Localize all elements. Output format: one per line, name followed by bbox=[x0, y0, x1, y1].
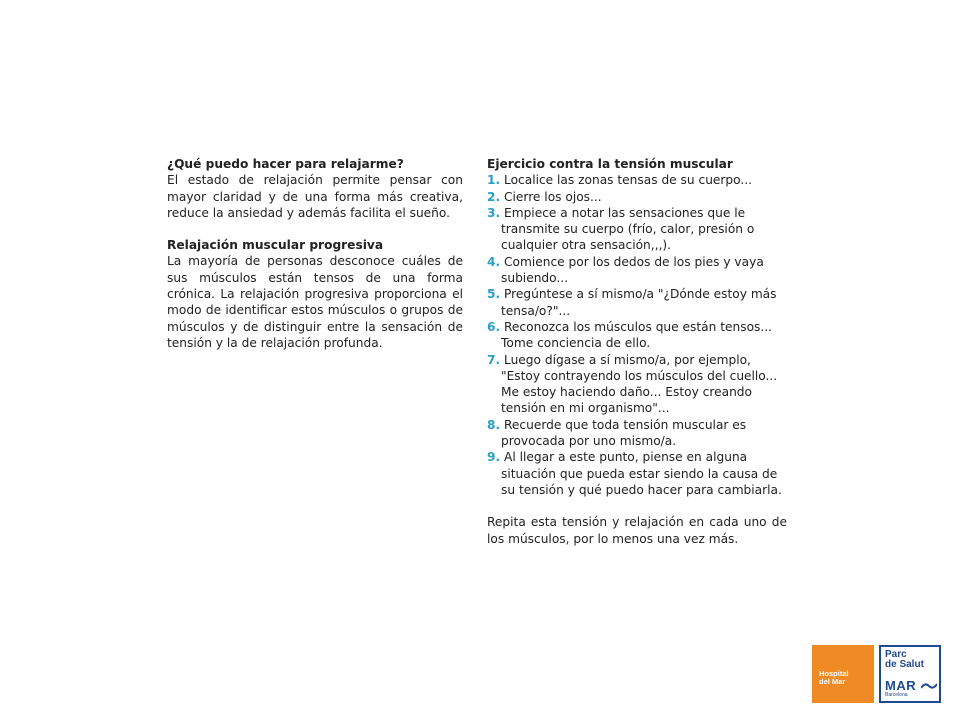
parc-logo-text bbox=[885, 650, 924, 669]
relax-heading: ¿Qué puedo hacer para relajarme? bbox=[167, 157, 404, 171]
exercise-step bbox=[487, 172, 787, 188]
exercise-step bbox=[487, 189, 787, 205]
closing-paragraph: Repita esta tensión y relajación en cada uno de los músculos, por lo menos una vez más. bbox=[487, 515, 787, 546]
step-text: Comience por los dedos de los pies y vaya subiendo... bbox=[501, 254, 764, 286]
step-text: Al llegar a este punto, piense en alguna situación que pueda estar siendo la causa de su tensión y qué puedo hacer para cambiarla. bbox=[501, 450, 782, 497]
exercise-step bbox=[487, 205, 787, 254]
step-number: 1. bbox=[487, 173, 501, 188]
relax-paragraph: El estado de relajación permite pensar con mayor claridad y de una forma más creativa, reduce la ansiedad y además facilita el sueño. bbox=[167, 173, 463, 220]
parc-logo-mar: MAR bbox=[885, 678, 917, 693]
exercise-step bbox=[487, 449, 787, 498]
footer-logos bbox=[812, 645, 941, 703]
spacer bbox=[167, 221, 463, 237]
wave-icon bbox=[921, 682, 937, 690]
step-number: 3. bbox=[487, 205, 501, 220]
step-number: 5. bbox=[487, 287, 501, 302]
step-text: Recuerde que toda tensión muscular es provocada por uno mismo/a. bbox=[501, 417, 747, 449]
step-text: Luego dígase a sí mismo/a, por ejemplo, "Estoy contrayendo los músculos del cuello... Me estoy haciendo daño... Estoy creando tensión en mi organismo"... bbox=[501, 352, 778, 416]
step-number: 7. bbox=[487, 352, 501, 367]
step-number: 9. bbox=[487, 450, 501, 465]
step-text: Empiece a notar las sensaciones que le transmite su cuerpo (frío, calor, presión o cualquier otra sensación,,,). bbox=[501, 205, 755, 253]
step-text: Pregúntese a sí mismo/a "¿Dónde estoy más tensa/o?"... bbox=[501, 287, 777, 318]
hospital-logo-line1: Hospital bbox=[819, 669, 849, 678]
parc-logo-inner bbox=[881, 647, 939, 701]
right-column bbox=[487, 156, 787, 547]
exercise-steps bbox=[487, 172, 787, 498]
progressive-paragraph: La mayoría de personas desconoce cuáles de sus músculos están tensos de una forma crónica. La relajación progresiva proporciona el modo de identificar estos músculos o grupos de músculos y de distinguir entre la sensación de tensión y la de relajación profunda. bbox=[167, 254, 463, 350]
step-number: 4. bbox=[487, 254, 501, 269]
exercise-step bbox=[487, 417, 787, 450]
parc-logo-city: Barcelona bbox=[885, 692, 908, 698]
exercise-step bbox=[487, 352, 787, 417]
hospital-logo-line2: del Mar bbox=[819, 677, 846, 686]
step-number: 6. bbox=[487, 319, 501, 334]
exercise-step bbox=[487, 254, 787, 287]
hospital-logo-text bbox=[819, 670, 849, 686]
parc-logo-line2: de Salut bbox=[885, 658, 924, 670]
exercise-step bbox=[487, 319, 787, 352]
step-number: 2. bbox=[487, 189, 501, 204]
parc-de-salut-mar-logo bbox=[879, 645, 941, 703]
spacer bbox=[487, 498, 787, 514]
step-text: Cierre los ojos... bbox=[504, 189, 602, 204]
progressive-heading: Relajación muscular progresiva bbox=[167, 238, 384, 253]
exercise-heading: Ejercicio contra la tensión muscular bbox=[487, 157, 733, 171]
hospital-del-mar-logo bbox=[812, 645, 874, 703]
parc-logo-line1: Parc bbox=[885, 649, 907, 660]
exercise-step bbox=[487, 286, 787, 319]
step-text: Localice las zonas tensas de su cuerpo... bbox=[504, 173, 753, 188]
step-text: Reconozca los músculos que están tensos... Tome conciencia de ello. bbox=[501, 319, 773, 351]
step-number: 8. bbox=[487, 417, 501, 432]
left-column bbox=[167, 156, 463, 351]
